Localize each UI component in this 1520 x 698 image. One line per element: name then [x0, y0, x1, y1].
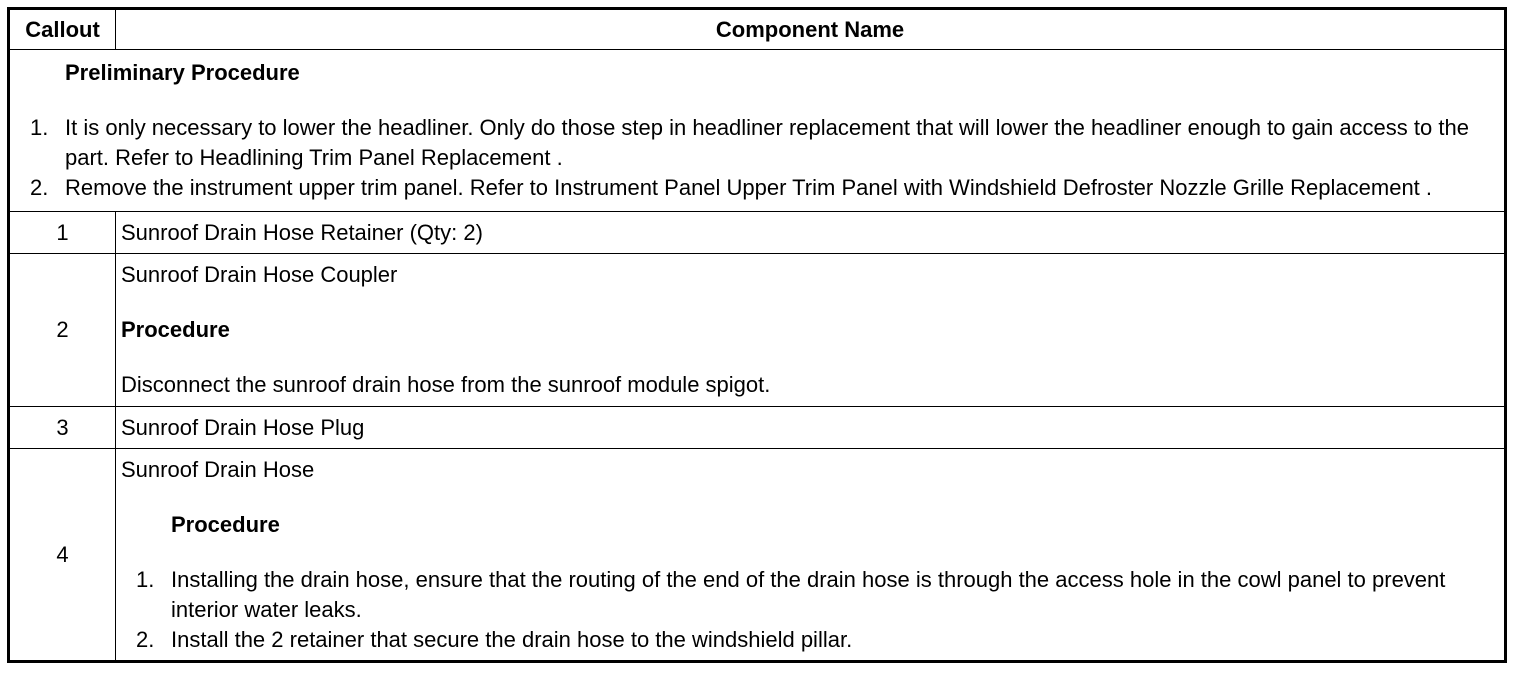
step-text: Install the 2 retainer that secure the drain hose to the windshield pillar.	[171, 626, 853, 652]
table-row	[9, 212, 1506, 254]
step-text: It is only necessary to lower the headliner. Only do those step in headliner replacement that will lower the headliner enough to gain access to the part. Refer to Headlining Trim Panel Replacement .	[65, 115, 1469, 170]
step-number: 1.	[30, 115, 49, 140]
preliminary-procedure-title: Preliminary Procedure	[65, 60, 300, 85]
component-name-cell: Sunroof Drain Hose Plug	[116, 407, 1506, 449]
table-row	[9, 407, 1506, 449]
preliminary-step	[20, 113, 1494, 173]
step-number: 2.	[30, 175, 49, 200]
callout-cell: 2	[9, 254, 116, 407]
callout-cell: 4	[9, 449, 116, 662]
callout-cell: 3	[9, 407, 116, 449]
component-name-cell	[116, 254, 1506, 407]
preliminary-procedure-cell	[9, 50, 1506, 212]
table-row	[9, 254, 1506, 407]
procedure-text: Disconnect the sunroof drain hose from the sunroof module spigot.	[121, 372, 771, 397]
component-name: Sunroof Drain Hose Coupler	[121, 262, 398, 287]
callout-header: Callout	[9, 9, 116, 50]
step-text: Remove the instrument upper trim panel. Refer to Instrument Panel Upper Trim Panel with Windshield Defroster Nozzle Grille Replacement .	[65, 175, 1433, 200]
preliminary-step	[20, 173, 1494, 203]
component-name-cell	[116, 449, 1506, 662]
callout-cell: 1	[9, 212, 116, 254]
table-header-row	[9, 9, 1506, 50]
component-name: Sunroof Drain Hose	[121, 456, 315, 482]
component-name-cell: Sunroof Drain Hose Retainer (Qty: 2)	[116, 212, 1506, 254]
step-number: 1.	[136, 566, 155, 592]
preliminary-steps	[20, 113, 1494, 203]
component-table	[7, 7, 1507, 663]
procedure-label: Procedure	[121, 317, 230, 342]
preliminary-procedure-row	[9, 50, 1506, 212]
step-text: Installing the drain hose, ensure that the routing of the end of the drain hose is through the access hole in the cowl panel to prevent interior water leaks.	[171, 566, 1446, 622]
procedure-step	[121, 625, 1504, 655]
step-number: 2.	[136, 626, 155, 652]
procedure-label: Procedure	[171, 511, 280, 537]
procedure-steps	[121, 565, 1504, 655]
procedure-step	[121, 565, 1504, 625]
component-name-header: Component Name	[116, 9, 1506, 50]
table-row	[9, 449, 1506, 662]
